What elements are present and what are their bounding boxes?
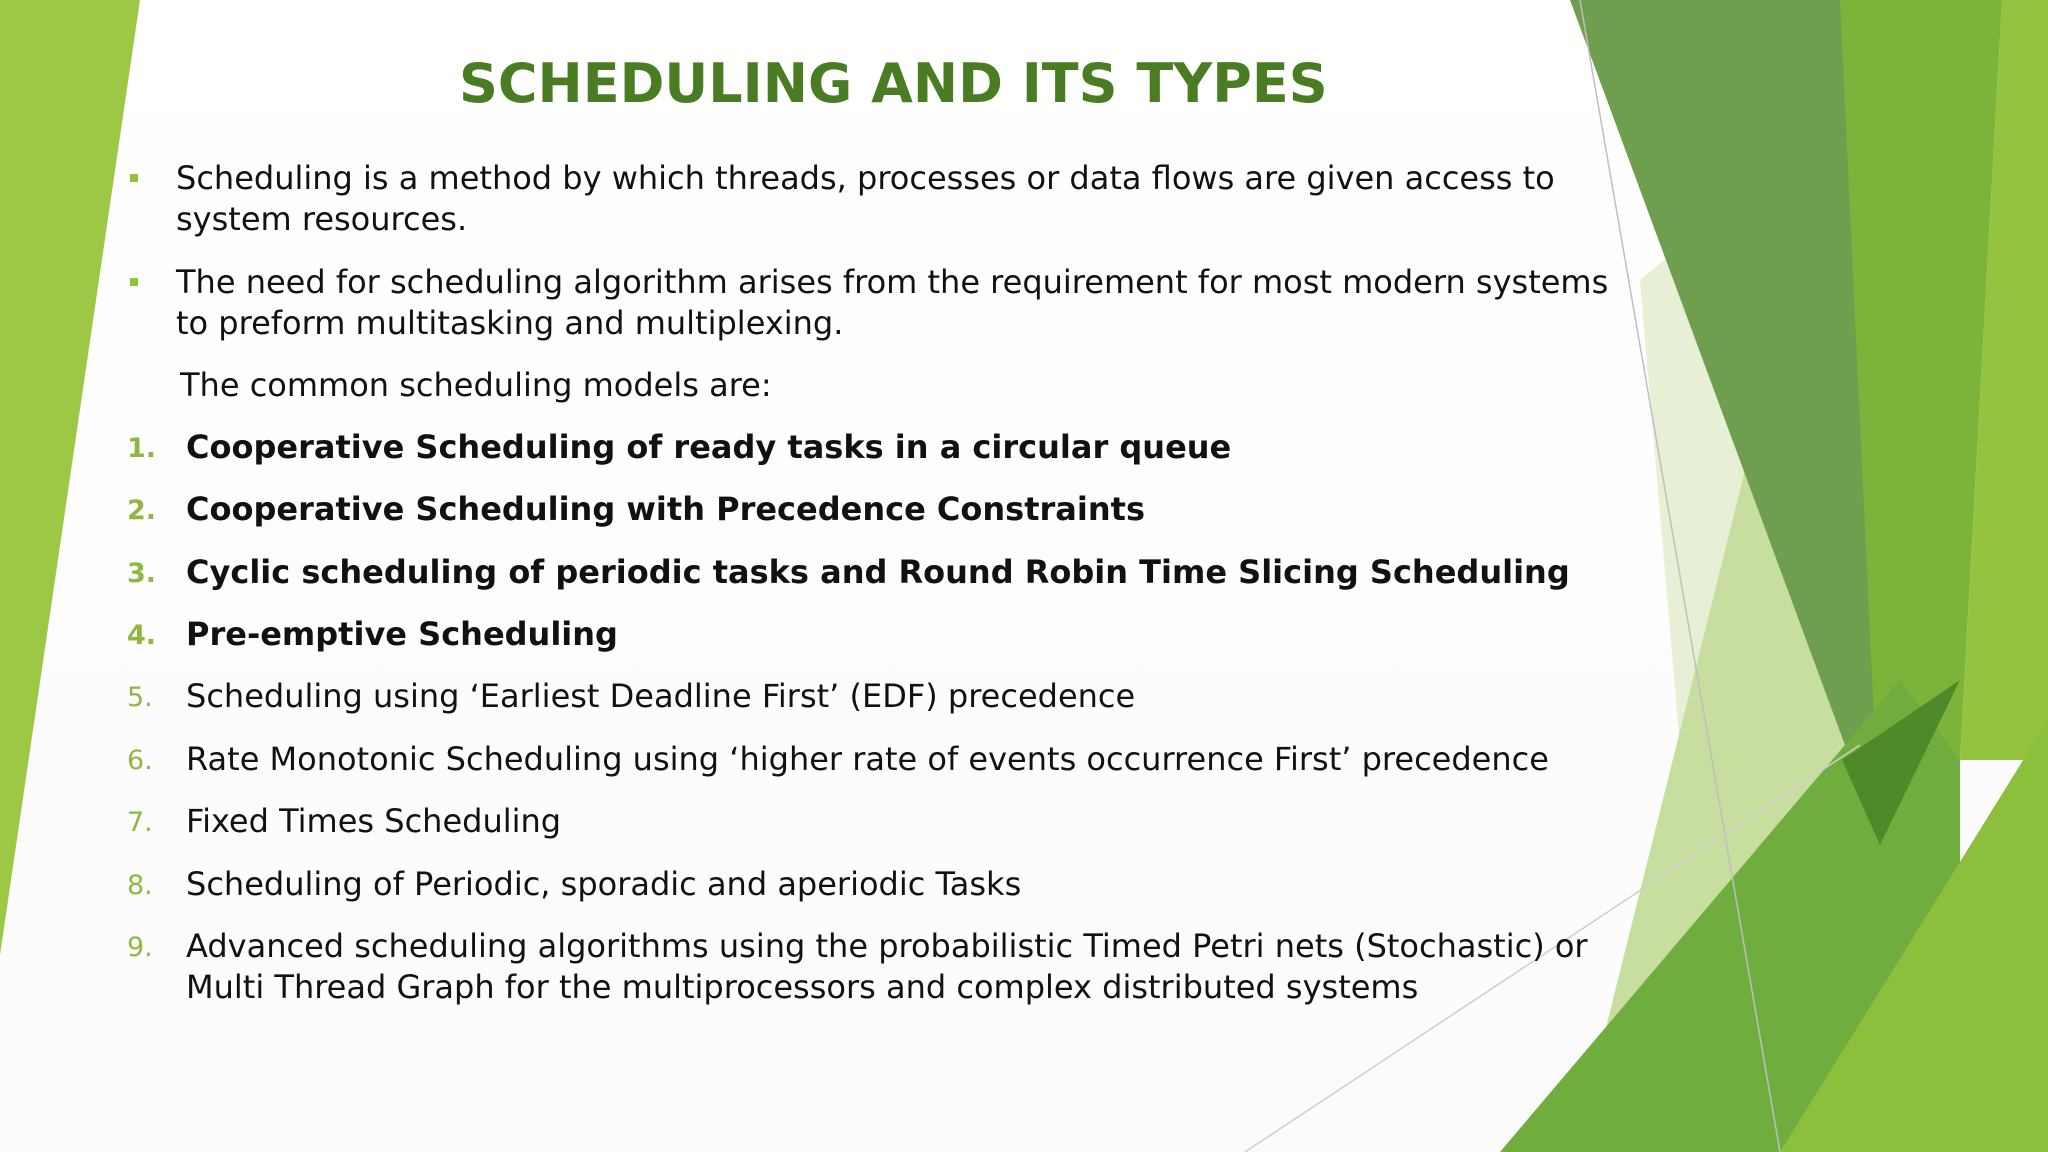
list-item: Cooperative Scheduling of ready tasks in a circular queue — [186, 428, 1232, 466]
left-green-band — [0, 0, 140, 955]
list-number: 3. — [127, 558, 157, 589]
list-item: Cyclic scheduling of periodic tasks and Round Robin Time Slicing Scheduling — [186, 553, 1570, 591]
list-number: 7. — [127, 807, 153, 838]
list-number: 2. — [127, 495, 157, 526]
list-number: 5. — [127, 682, 153, 713]
list-item: Scheduling of Periodic, sporadic and aperiodic Tasks — [186, 865, 1022, 903]
bullet-marker — [130, 174, 138, 182]
list-item: Pre-emptive Scheduling — [186, 615, 618, 653]
bullet-text: Scheduling is a method by which threads, processes or data flows are given access to system resources. — [176, 159, 1555, 238]
list-number: 6. — [127, 745, 153, 776]
intro-text: The common scheduling models are: — [180, 366, 772, 404]
bullet-text: The need for scheduling algorithm arises from the requirement for most modern systems to preform multitasking and multiplexing. — [176, 263, 1609, 342]
list-item: Rate Monotonic Scheduling using ‘higher rate of events occurrence First’ precedence — [186, 740, 1549, 778]
list-number: 8. — [127, 870, 153, 901]
list-number: 1. — [127, 433, 157, 464]
list-number: 9. — [127, 932, 153, 963]
list-item: Advanced scheduling algorithms using the probabilistic Timed Petri nets (Stochastic) or Multi Thread Graph for the multiprocessors and complex distributed systems — [186, 927, 1588, 1006]
list-item: Scheduling using ‘Earliest Deadline First’ (EDF) precedence — [186, 677, 1136, 715]
list-item: Fixed Times Scheduling — [186, 802, 562, 840]
bullet-marker — [130, 278, 138, 286]
slide-title: SCHEDULING AND ITS TYPES — [459, 52, 1328, 115]
list-number: 4. — [127, 620, 157, 651]
list-item: Cooperative Scheduling with Precedence Constraints — [186, 490, 1145, 528]
